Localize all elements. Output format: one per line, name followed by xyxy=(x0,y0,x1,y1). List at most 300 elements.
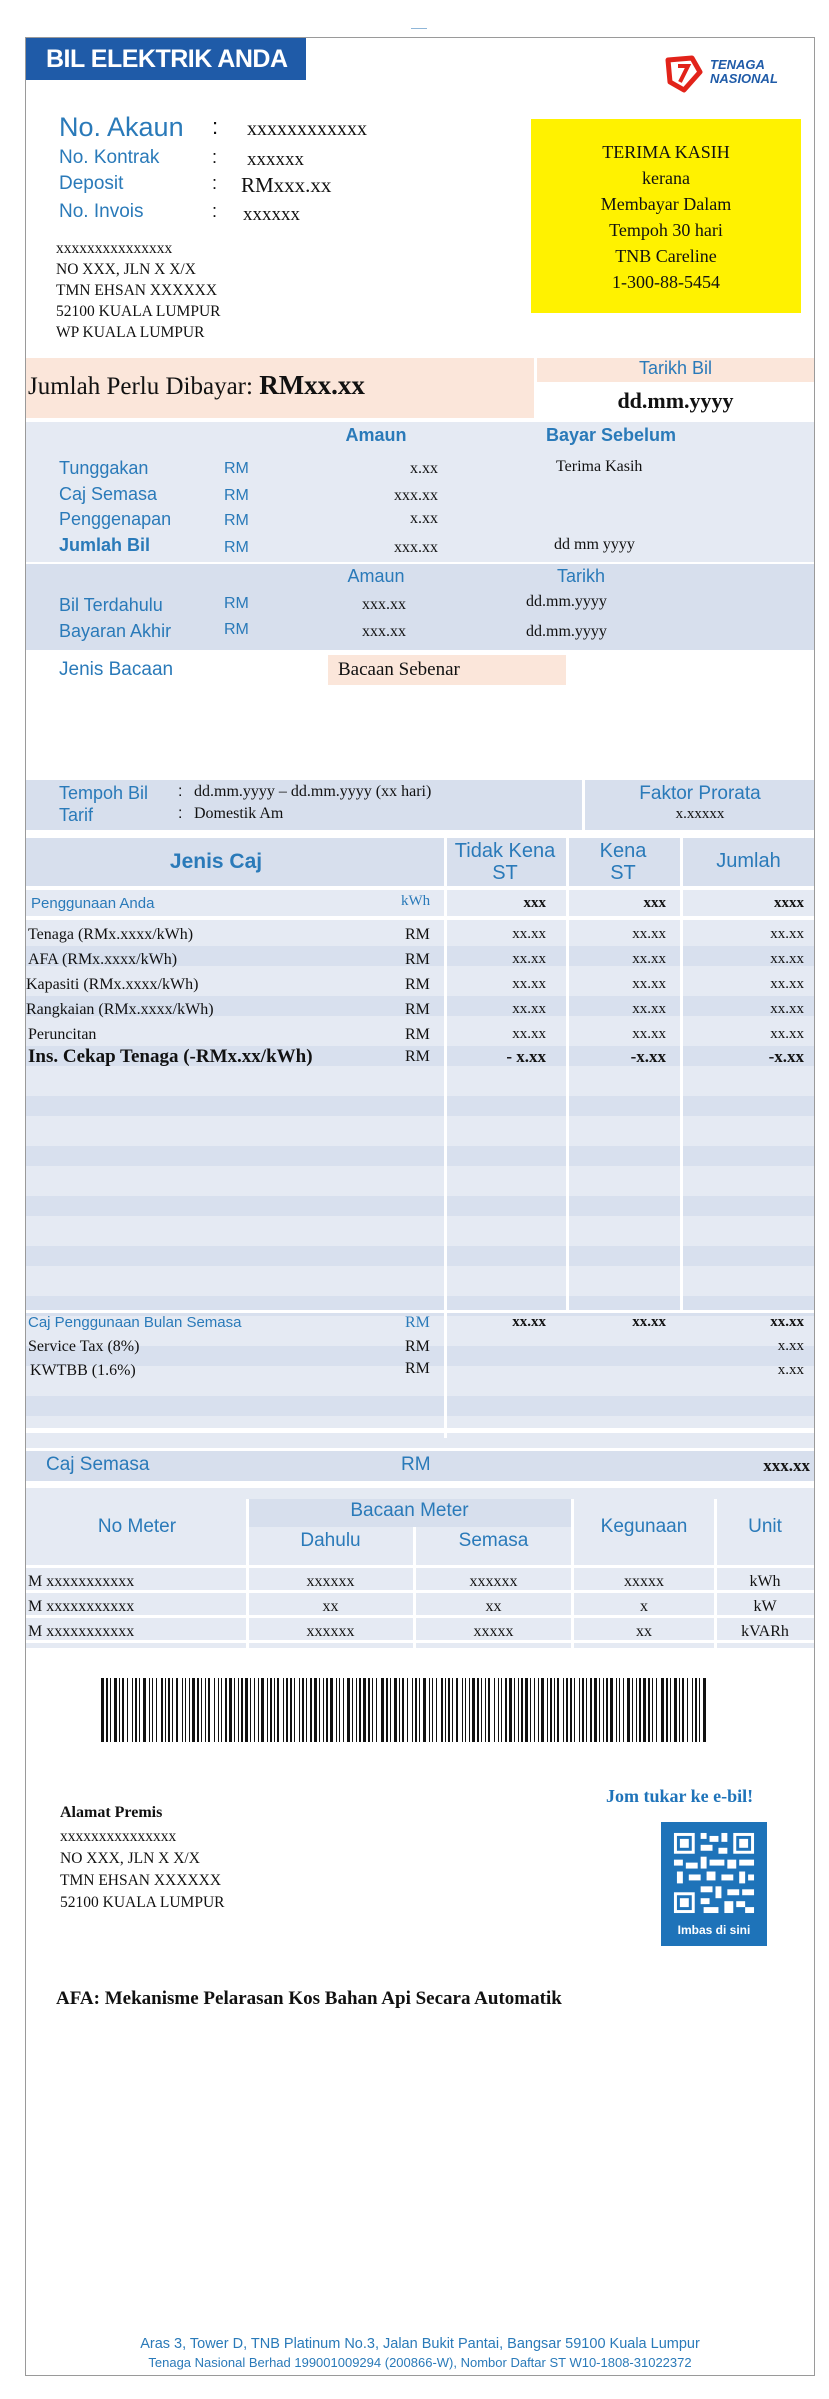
ebill-link[interactable]: Jom tukar ke e-bil! xyxy=(606,1786,754,1806)
row-stripe xyxy=(26,1096,814,1116)
barcode-bar xyxy=(110,1678,111,1742)
barcode-bar xyxy=(214,1678,215,1742)
barcode-bar xyxy=(538,1678,539,1742)
address-line: 52100 KUALA LUMPUR xyxy=(56,303,221,320)
barcode-bar xyxy=(469,1678,470,1742)
meter-unit: kW xyxy=(753,1598,777,1615)
colon: : xyxy=(212,114,219,139)
barcode-bar xyxy=(606,1678,608,1742)
tidak-kena-st-header xyxy=(444,840,566,884)
address-line: WP KUALA LUMPUR xyxy=(56,324,205,341)
jumlah-bil-label: Jumlah Bil xyxy=(59,535,151,555)
barcode-bar xyxy=(679,1678,680,1742)
footer-address: Aras 3, Tower D, TNB Platinum No.3, Jalan Bukit Pantai, Bangsar 59100 Kuala Lumpur xyxy=(140,2336,700,2352)
barcode-bar xyxy=(566,1678,568,1742)
penggenapan-amount: x.xx xyxy=(410,510,438,527)
row-stripe xyxy=(26,1146,814,1166)
currency: RM xyxy=(405,1314,430,1331)
tnb-logo xyxy=(662,52,802,98)
currency: RM xyxy=(405,976,430,993)
barcode-bar xyxy=(218,1678,219,1742)
barcode-bar xyxy=(429,1678,430,1742)
address-line: xxxxxxxxxxxxxxx xyxy=(56,240,173,257)
barcode-bar xyxy=(290,1678,292,1742)
barcode-bar xyxy=(481,1678,482,1742)
barcode-bar xyxy=(270,1678,272,1742)
premises-line: TMN EHSAN XXXXXX xyxy=(60,1872,222,1889)
premises-line: 52100 KUALA LUMPUR xyxy=(60,1894,225,1911)
bayar-sebelum-header: Bayar Sebelum xyxy=(545,425,677,445)
no-kontrak-value: xxxxxx xyxy=(247,149,304,170)
barcode-bar xyxy=(594,1678,597,1742)
barcode-bar xyxy=(574,1678,575,1742)
barcode-bar xyxy=(682,1678,684,1742)
barcode-bar xyxy=(319,1678,320,1742)
charge-c: xx.xx xyxy=(770,926,804,942)
charge-a: xx.xx xyxy=(512,1001,546,1017)
barcode-bar xyxy=(674,1678,677,1742)
barcode-bar xyxy=(114,1678,117,1742)
barcode-bar xyxy=(172,1678,173,1742)
no-invois-label: No. Invois xyxy=(59,201,144,222)
no-akaun-label: No. Akaun xyxy=(59,112,184,142)
barcode-bar xyxy=(448,1678,450,1742)
barcode-bar xyxy=(156,1678,157,1742)
charge-c: xx.xx xyxy=(770,1026,804,1042)
tarikh-header: Tarikh xyxy=(556,566,605,586)
barcode-bar xyxy=(381,1678,384,1742)
qr-caption: Imbas di sini xyxy=(677,1923,751,1937)
barcode-bar xyxy=(208,1678,210,1742)
no-meter-header: No Meter xyxy=(97,1516,177,1537)
meter-dahulu: xx xyxy=(322,1598,339,1615)
charge-c: xx.xx xyxy=(770,976,804,992)
semasa-header: Semasa xyxy=(458,1530,529,1551)
ins-cekap-a: - x.xx xyxy=(506,1047,546,1066)
bayaran-akhir-label: Bayaran Akhir xyxy=(59,621,172,641)
barcode-bar xyxy=(639,1678,641,1742)
charge-row xyxy=(26,1022,814,1044)
tempoh-bil-value: dd.mm.yyyy – dd.mm.yyyy (xx hari) xyxy=(194,783,432,800)
barcode-bar xyxy=(161,1678,163,1742)
bil-terdahulu-date: dd.mm.yyyy xyxy=(526,593,607,610)
barcode-bar xyxy=(554,1678,555,1742)
tarif-value: Domestik Am xyxy=(194,805,284,822)
tunggakan-label: Tunggakan xyxy=(59,458,149,478)
barcode-bar xyxy=(603,1678,604,1742)
charge-b: xx.xx xyxy=(632,1026,666,1042)
barcode-bar xyxy=(623,1678,624,1742)
barcode-bar xyxy=(498,1678,499,1742)
barcode-bar xyxy=(616,1678,617,1742)
barcode-bar xyxy=(106,1678,108,1742)
bill-title: BIL ELEKTRIK ANDA xyxy=(26,38,306,80)
barcode-bar xyxy=(534,1678,535,1742)
amount-due-label: Jumlah Perlu Dibayar: xyxy=(28,373,253,400)
barcode-bar xyxy=(666,1678,668,1742)
row-gap xyxy=(26,886,814,890)
barcode-bar xyxy=(359,1678,361,1742)
jenis-bacaan-label: Jenis Bacaan xyxy=(59,659,174,680)
penggunaan-a: xxx xyxy=(523,895,546,911)
penggenapan-label: Penggenapan xyxy=(59,509,172,529)
barcode-bar xyxy=(250,1678,251,1742)
meter-kegunaan: xx xyxy=(636,1623,652,1640)
barcode-bar xyxy=(441,1678,443,1742)
kwh-unit: kWh xyxy=(401,893,431,909)
barcode-bar xyxy=(582,1678,584,1742)
faktor-prorata-label: Faktor Prorata xyxy=(639,783,761,804)
unit-header: Unit xyxy=(748,1516,782,1537)
barcode-bar xyxy=(283,1678,284,1742)
charge-label: Rangkaian (RMx.xxxx/kWh) xyxy=(26,1001,214,1018)
footer-company: Tenaga Nasional Berhad 199001009294 (200866-W), Nombor Daftar ST W10-1808-31022372 xyxy=(148,2355,692,2370)
barcode-bar xyxy=(514,1678,515,1742)
caj-bulan-label: Caj Penggunaan Bulan Semasa xyxy=(28,1314,242,1331)
thanks-line: kerana xyxy=(642,168,690,188)
meter-rows xyxy=(26,1569,814,1644)
barcode-bar xyxy=(225,1678,227,1742)
barcode-bar xyxy=(452,1678,453,1742)
meter-row xyxy=(26,1594,814,1619)
barcode-bar xyxy=(101,1678,104,1742)
charge-b: xx.xx xyxy=(632,1001,666,1017)
jumlah-bil-due-date: dd mm yyyy xyxy=(554,536,635,553)
afa-note: AFA: Mekanisme Pelarasan Kos Bahan Api Secara Automatik xyxy=(56,1988,562,2009)
faktor-prorata-value: x.xxxxx xyxy=(675,806,725,822)
barcode-bar xyxy=(407,1678,408,1742)
deposit-label: Deposit xyxy=(59,173,124,194)
kwtbb-value: x.xx xyxy=(777,1362,804,1378)
currency: RM xyxy=(224,487,249,504)
tempoh-bil-label: Tempoh Bil xyxy=(59,783,149,803)
barcode-bar xyxy=(238,1678,239,1742)
barcode-bar xyxy=(399,1678,400,1742)
barcode-bar xyxy=(336,1678,337,1742)
barcode-bar xyxy=(306,1678,307,1742)
caj-semasa-total-value: xxx.xx xyxy=(763,1456,810,1475)
currency: RM xyxy=(224,460,249,477)
barcode-bar xyxy=(599,1678,600,1742)
barcode-bar xyxy=(563,1678,564,1742)
barcode-bar xyxy=(648,1678,650,1742)
ins-cekap-b: -x.xx xyxy=(630,1047,666,1066)
barcode-bar xyxy=(168,1678,170,1742)
qr-code[interactable] xyxy=(661,1822,767,1946)
barcode-bar xyxy=(132,1678,133,1742)
barcode-bar xyxy=(310,1678,312,1742)
caj-bulan-c: xx.xx xyxy=(770,1314,804,1330)
barcode-bar xyxy=(643,1678,646,1742)
thanks-line: TERIMA KASIH xyxy=(602,142,730,162)
st-text: ST xyxy=(610,862,636,884)
jumlah-bil-amount: xxx.xx xyxy=(394,539,438,556)
currency: RM xyxy=(224,539,249,556)
row-gap xyxy=(26,1428,814,1433)
brand-line2: NASIONAL xyxy=(710,71,778,86)
barcode-bar xyxy=(419,1678,420,1742)
barcode-bar xyxy=(241,1678,243,1742)
qr-code-icon xyxy=(671,1830,757,1916)
kwtbb-label: KWTBB (1.6%) xyxy=(30,1362,136,1379)
st-text: ST xyxy=(492,862,518,884)
barcode-bar xyxy=(356,1678,357,1742)
barcode-bar xyxy=(182,1678,183,1742)
meter-no: M xxxxxxxxxxx xyxy=(28,1623,135,1640)
charge-b: xx.xx xyxy=(632,951,666,967)
barcode-bar xyxy=(610,1678,613,1742)
barcode-bar xyxy=(570,1678,572,1742)
barcode-bar xyxy=(530,1678,531,1742)
barcode-bar xyxy=(541,1678,544,1742)
currency: RM xyxy=(224,512,249,529)
penggunaan-c: xxxx xyxy=(774,895,804,911)
bil-terdahulu-label: Bil Terdahulu xyxy=(59,595,163,615)
barcode-bar xyxy=(189,1678,190,1742)
amaun-header-2: Amaun xyxy=(347,566,405,586)
premises-line: NO XXX, JLN X X/X xyxy=(60,1850,200,1867)
charge-rows xyxy=(26,922,814,1069)
tunggakan-note: Terima Kasih xyxy=(556,458,643,475)
ins-cekap-label: Ins. Cekap Tenaga (-RMx.xx/kWh) xyxy=(28,1046,313,1067)
meter-dahulu: xxxxxx xyxy=(306,1573,355,1590)
barcode-bar xyxy=(352,1678,353,1742)
currency: RM xyxy=(224,621,249,638)
meter-no: M xxxxxxxxxxx xyxy=(28,1598,135,1615)
meter-dahulu: xxxxxx xyxy=(306,1623,355,1640)
barcode-bar xyxy=(656,1678,657,1742)
meter-no: M xxxxxxxxxxx xyxy=(28,1573,135,1590)
currency: RM xyxy=(405,1001,430,1018)
meter-unit: kVARh xyxy=(741,1623,789,1640)
thanks-line: Membayar Dalam xyxy=(600,194,732,214)
service-tax-value: x.xx xyxy=(777,1338,804,1354)
caj-bulan-a: xx.xx xyxy=(512,1314,546,1330)
barcode-bar xyxy=(509,1678,512,1742)
barcode-bar xyxy=(386,1678,388,1742)
barcode-bar xyxy=(192,1678,195,1742)
barcode-bar xyxy=(695,1678,697,1742)
row-stripe xyxy=(26,1396,814,1416)
barcode-bar xyxy=(314,1678,317,1742)
top-dash xyxy=(411,28,427,29)
barcode-bar xyxy=(139,1678,140,1742)
barcode-bar xyxy=(462,1678,463,1742)
currency: RM xyxy=(224,595,249,612)
charge-c: xx.xx xyxy=(770,1001,804,1017)
caj-bulan-b: xx.xx xyxy=(632,1314,666,1330)
thanks-line: Tempoh 30 hari xyxy=(609,220,723,240)
divider xyxy=(582,780,585,830)
meter-semasa: xx xyxy=(485,1598,502,1615)
barcode-bar xyxy=(579,1678,580,1742)
barcode-bar xyxy=(627,1678,630,1742)
charge-a: xx.xx xyxy=(512,926,546,942)
charge-label: AFA (RMx.xxxx/kWh) xyxy=(28,951,178,968)
bill-document xyxy=(25,37,815,2376)
barcode-bar xyxy=(258,1678,259,1742)
barcode-bar xyxy=(661,1678,664,1742)
barcode-bar xyxy=(372,1678,373,1742)
bil-terdahulu-amount: xxx.xx xyxy=(362,596,406,613)
barcode-bar xyxy=(254,1678,255,1742)
charge-a: xx.xx xyxy=(512,1026,546,1042)
barcode-bar xyxy=(590,1678,592,1742)
barcode-bar xyxy=(135,1678,137,1742)
thanks-line: 1-300-88-5454 xyxy=(612,272,720,292)
deposit-value: RMxxx.xx xyxy=(241,173,332,197)
tidak-kena-text: Tidak Kena xyxy=(454,840,556,862)
barcode-bar xyxy=(415,1678,417,1742)
customer-address xyxy=(56,238,220,343)
tarikh-bil-label: Tarikh Bil xyxy=(638,358,713,378)
currency: RM xyxy=(405,1026,430,1043)
barcode-bar xyxy=(299,1678,300,1742)
currency: RM xyxy=(401,1454,431,1475)
barcode-bar xyxy=(376,1678,377,1742)
charge-row xyxy=(26,947,814,972)
barcode-bar xyxy=(143,1678,146,1742)
barcode-bar xyxy=(485,1678,486,1742)
charge-row xyxy=(26,972,814,997)
charge-a: xx.xx xyxy=(512,976,546,992)
tarikh-bil-value: dd.mm.yyyy xyxy=(617,388,734,413)
premises-address xyxy=(60,1826,224,1914)
barcode-bar xyxy=(547,1678,548,1742)
barcode-bar xyxy=(274,1678,275,1742)
amount-due-value: RMxx.xx xyxy=(259,370,365,400)
row-stripe xyxy=(26,1246,814,1266)
address-line: TMN EHSAN XXXXXX xyxy=(56,282,218,299)
jenis-bacaan-value: Bacaan Sebenar xyxy=(328,655,566,685)
barcode-bar xyxy=(472,1678,475,1742)
barcode-bar xyxy=(703,1678,706,1742)
bayaran-akhir-amount: xxx.xx xyxy=(362,623,406,640)
caj-semasa-amount: xxx.xx xyxy=(394,487,438,504)
meter-row xyxy=(26,1569,814,1594)
row-stripe xyxy=(26,1196,814,1216)
ins-cekap-row xyxy=(26,1044,814,1069)
meter-semasa: xxxxxx xyxy=(469,1573,518,1590)
barcode-bar xyxy=(149,1678,150,1742)
amount-due xyxy=(28,370,365,401)
bayaran-akhir-date: dd.mm.yyyy xyxy=(526,623,607,640)
address-line: NO XXX, JLN X X/X xyxy=(56,261,196,278)
meter-unit: kWh xyxy=(749,1573,781,1590)
tunggakan-amount: x.xx xyxy=(410,460,438,477)
colon: : xyxy=(212,173,218,193)
caj-semasa-label: Caj Semasa xyxy=(59,484,158,504)
colon: : xyxy=(212,147,218,167)
colon: : xyxy=(178,805,183,822)
colon: : xyxy=(178,783,183,800)
barcode-bar xyxy=(699,1678,700,1742)
colon: : xyxy=(212,201,218,221)
barcode-bar xyxy=(557,1678,559,1742)
row-gap xyxy=(26,1310,814,1313)
barcode-bar xyxy=(326,1678,328,1742)
row-gap xyxy=(26,916,814,920)
barcode-bar xyxy=(368,1678,370,1742)
barcode-bar xyxy=(347,1678,350,1742)
barcode-bar xyxy=(176,1678,178,1742)
barcode-bar xyxy=(445,1678,446,1742)
barcode-bar xyxy=(323,1678,324,1742)
tnb-logo-icon xyxy=(662,52,706,96)
currency: RM xyxy=(405,951,430,968)
barcode-bar xyxy=(501,1678,502,1742)
kegunaan-header: Kegunaan xyxy=(600,1516,688,1537)
bacaan-meter-header: Bacaan Meter xyxy=(350,1500,469,1521)
thanks-line: TNB Careline xyxy=(615,246,717,266)
currency: RM xyxy=(405,1048,430,1065)
barcode xyxy=(101,1678,711,1742)
barcode-bar xyxy=(229,1678,232,1742)
barcode-bar xyxy=(692,1678,693,1742)
barcode-bar xyxy=(165,1678,166,1742)
barcode-bar xyxy=(339,1678,340,1742)
charge-a: xx.xx xyxy=(512,951,546,967)
charge-label: Kapasiti (RMx.xxxx/kWh) xyxy=(26,976,199,993)
charge-b: xx.xx xyxy=(632,926,666,942)
meter-kegunaan: xxxxx xyxy=(624,1573,664,1590)
meter-kegunaan: x xyxy=(640,1598,648,1615)
barcode-bar xyxy=(432,1678,433,1742)
barcode-bar xyxy=(122,1678,124,1742)
amaun-header: Amaun xyxy=(345,425,407,445)
barcode-bar xyxy=(302,1678,304,1742)
barcode-bar xyxy=(185,1678,186,1742)
thank-you-box xyxy=(531,119,801,313)
charge-c: xx.xx xyxy=(770,951,804,967)
currency: RM xyxy=(405,1338,430,1355)
barcode-bar xyxy=(525,1678,528,1742)
kena-st-header xyxy=(566,840,680,884)
charge-b: xx.xx xyxy=(632,976,666,992)
barcode-bar xyxy=(343,1678,344,1742)
barcode-bar xyxy=(261,1678,264,1742)
row-gap xyxy=(26,1565,814,1568)
barcode-bar xyxy=(402,1678,404,1742)
charge-row xyxy=(26,922,814,947)
charge-row xyxy=(26,997,814,1022)
barcode-bar xyxy=(652,1678,653,1742)
currency: RM xyxy=(405,1360,430,1377)
barcode-bar xyxy=(221,1678,222,1742)
no-akaun-value: xxxxxxxxxxxx xyxy=(247,118,367,140)
barcode-bar xyxy=(201,1678,202,1742)
barcode-bar xyxy=(465,1678,466,1742)
penggunaan-b: xxx xyxy=(643,895,666,911)
alamat-premis-title: Alamat Premis xyxy=(60,1804,163,1821)
barcode-bar xyxy=(518,1678,519,1742)
brand-line1: TENAGA xyxy=(710,57,765,72)
row-stripe xyxy=(26,1296,814,1316)
caj-semasa-total-label: Caj Semasa xyxy=(46,1454,150,1475)
barcode-bar xyxy=(294,1678,295,1742)
barcode-bar xyxy=(205,1678,206,1742)
tarif-label: Tarif xyxy=(59,805,94,825)
barcode-bar xyxy=(521,1678,523,1742)
no-invois-value: xxxxxx xyxy=(243,204,300,225)
service-tax-label: Service Tax (8%) xyxy=(28,1338,140,1355)
jenis-caj-header: Jenis Caj xyxy=(169,850,263,873)
barcode-bar xyxy=(632,1678,633,1742)
barcode-bar xyxy=(234,1678,235,1742)
barcode-bar xyxy=(505,1678,507,1742)
barcode-bar xyxy=(330,1678,333,1742)
penggunaan-label: Penggunaan Anda xyxy=(31,895,155,912)
